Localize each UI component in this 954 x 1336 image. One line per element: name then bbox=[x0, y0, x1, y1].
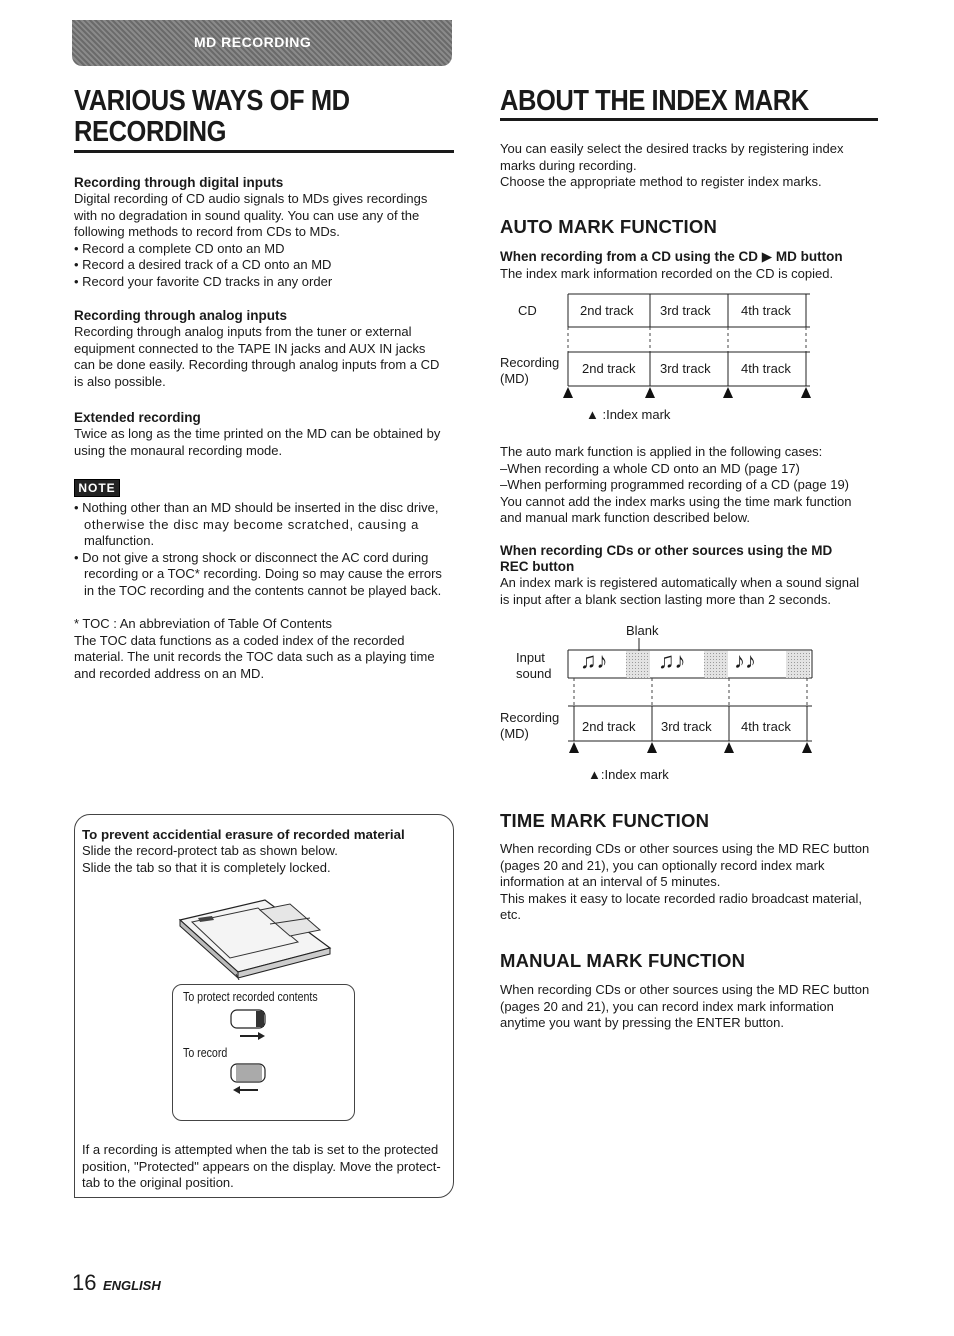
auto-case-line: and manual mark function described below. bbox=[500, 510, 751, 526]
right-title-text: ABOUT THE INDEX MARK bbox=[500, 85, 809, 117]
analog-line: equipment connected to the TAPE IN jacks and AUX IN jacks bbox=[74, 340, 426, 356]
diag1-cd-label: CD bbox=[518, 303, 537, 318]
note-bullet2-line: recording or a TOC* recording. Doing so may cause the errors bbox=[84, 566, 442, 582]
toc-line: material. The unit records the TOC data such as a playing time bbox=[74, 649, 435, 665]
manual-mark-heading: MANUAL MARK FUNCTION bbox=[500, 950, 746, 971]
auto-sub2-line: is input after a blank section lasting more than 2 seconds. bbox=[500, 591, 831, 607]
digital-bullet: • Record your favorite CD tracks in any order bbox=[74, 273, 333, 289]
manual-mark-text bbox=[500, 982, 885, 1032]
extended-section bbox=[74, 410, 459, 459]
digital-bullet: • Record a desired track of a CD onto an MD bbox=[74, 257, 332, 273]
toc-section bbox=[74, 616, 459, 682]
index-mark-triangle bbox=[724, 742, 734, 753]
note-bullet1-line: malfunction. bbox=[84, 533, 155, 549]
protect-heading: To prevent accidential erasure of recorded material bbox=[82, 827, 405, 842]
protect-text bbox=[82, 827, 452, 876]
blank-section bbox=[786, 651, 810, 678]
blank-section bbox=[704, 651, 728, 678]
diag1-rec-label bbox=[500, 355, 559, 387]
diag2-blank-label: Blank bbox=[626, 623, 659, 638]
auto-case-line: –When recording a whole CD onto an MD (page 17) bbox=[500, 460, 800, 476]
note-list bbox=[74, 500, 459, 600]
protect-footer bbox=[82, 1142, 452, 1192]
protect-footer-line: position, "Protected" appears on the display. Move the protect- bbox=[82, 1158, 441, 1174]
section-tab-label: MD RECORDING bbox=[194, 34, 312, 50]
diag2-input-label bbox=[516, 650, 551, 682]
protect-footer-line: tab to the original position. bbox=[82, 1175, 234, 1191]
diag1-md-track: 4th track bbox=[741, 361, 791, 376]
section-tab bbox=[72, 20, 452, 66]
digital-section bbox=[74, 175, 459, 291]
time-mark-line: This makes it easy to locate recorded radio broadcast material, bbox=[500, 890, 863, 906]
index-mark-triangle bbox=[563, 387, 573, 398]
toc-line: The TOC data functions as a coded index of the recorded bbox=[74, 632, 405, 648]
note-bullet1-line: otherwise the disc may become scratched, causing a bbox=[84, 516, 419, 532]
auto-case-line: You cannot add the index marks using the time mark function bbox=[500, 493, 852, 509]
auto-sub1-text: The index mark information recorded on the CD is copied. bbox=[500, 266, 834, 281]
diag2-input-label-line2: sound bbox=[516, 666, 552, 681]
diag2-md-track: 3rd track bbox=[661, 719, 712, 734]
left-title-line1: VARIOUS WAYS OF MD bbox=[74, 85, 350, 117]
time-mark-line: When recording CDs or other sources using the MD REC button bbox=[500, 841, 870, 856]
page-footer bbox=[72, 1270, 161, 1296]
right-title-rule bbox=[500, 118, 878, 121]
digital-bullet: • Record a complete CD onto an MD bbox=[74, 240, 285, 256]
auto-mark-heading: AUTO MARK FUNCTION bbox=[500, 216, 718, 237]
auto-sub2 bbox=[500, 543, 885, 608]
auto-sub2-line: An index mark is registered automatically when a sound signal bbox=[500, 575, 860, 590]
record-label: To record bbox=[183, 1046, 228, 1060]
manual-mark-line: When recording CDs or other sources using the MD REC button bbox=[500, 982, 870, 997]
music-note-icon: ♫♪ bbox=[658, 648, 686, 673]
tab-record-icon bbox=[228, 1062, 270, 1096]
analog-heading: Recording through analog inputs bbox=[74, 308, 287, 323]
time-mark-heading: TIME MARK FUNCTION bbox=[500, 810, 710, 831]
extended-line: Twice as long as the time printed on the MD can be obtained by bbox=[74, 426, 441, 441]
auto-cases bbox=[500, 444, 885, 527]
intro-line: marks during recording. bbox=[500, 157, 637, 173]
extended-line: using the monaural recording mode. bbox=[74, 442, 283, 458]
manual-mark-line: anytime you want by pressing the ENTER button. bbox=[500, 1015, 784, 1031]
analog-line: can be done easily. Recording through analog inputs from a CD bbox=[74, 357, 440, 373]
toc-line: * TOC : An abbreviation of Table Of Contents bbox=[74, 616, 332, 631]
extended-heading: Extended recording bbox=[74, 410, 201, 425]
blank-section bbox=[626, 651, 650, 678]
diag1-rec-label-line2: (MD) bbox=[500, 371, 529, 386]
note-bullet1-line: • Nothing other than an MD should be inserted in the disc drive, bbox=[74, 500, 439, 515]
diag1-md-track: 2nd track bbox=[582, 361, 636, 376]
index-mark-triangle bbox=[647, 742, 657, 753]
index-mark-triangle bbox=[802, 742, 812, 753]
diag2-rec-label bbox=[500, 710, 559, 742]
auto-sub1-heading: When recording from a CD using the CD ▶ MD button bbox=[500, 249, 843, 264]
diag1-legend: ▲ :Index mark bbox=[586, 407, 671, 422]
index-mark-triangle bbox=[569, 742, 579, 753]
diag1-cd-track: 2nd track bbox=[580, 303, 634, 318]
left-title-line2: RECORDING bbox=[74, 116, 227, 148]
protect-line: Slide the record-protect tab as shown below. bbox=[82, 843, 338, 858]
auto-case-line: –When performing programmed recording of a CD (page 19) bbox=[500, 477, 850, 493]
diag2-rec-label-line2: (MD) bbox=[500, 726, 529, 741]
diag2-input-label-line1: Input bbox=[516, 650, 545, 665]
intro-line: Choose the appropriate method to register index marks. bbox=[500, 174, 822, 190]
note-badge: NOTE bbox=[74, 479, 120, 497]
right-title bbox=[500, 86, 920, 117]
music-note-icon: ♪♪ bbox=[734, 648, 756, 673]
note-bullet2-line: in the TOC recording and the contents cannot be played back. bbox=[84, 582, 442, 598]
auto-sub2-heading-line2: REC button bbox=[500, 559, 575, 574]
analog-line: is also possible. bbox=[74, 373, 166, 389]
footer-language: ENGLISH bbox=[102, 1278, 161, 1293]
diag1-rec-label-line1: Recording bbox=[500, 355, 560, 370]
md-disc-illustration bbox=[170, 890, 340, 980]
index-mark-triangle bbox=[801, 387, 811, 398]
index-mark-triangle bbox=[645, 387, 655, 398]
left-title bbox=[74, 86, 464, 148]
intro-section bbox=[500, 141, 885, 191]
diag1-md-track: 3rd track bbox=[660, 361, 711, 376]
music-note-icon: ♫♪ bbox=[580, 648, 608, 673]
tab-protected-icon bbox=[228, 1008, 270, 1042]
note-bullet2-line: • Do not give a strong shock or disconnect the AC cord during bbox=[74, 549, 429, 565]
auto-case-line: The auto mark function is applied in the following cases: bbox=[500, 444, 823, 459]
page-number: 16 bbox=[72, 1270, 97, 1295]
diag2-legend: ▲:Index mark bbox=[588, 767, 669, 782]
time-mark-line: information at an interval of 5 minutes. bbox=[500, 874, 721, 890]
protect-line: Slide the tab so that it is completely locked. bbox=[82, 859, 331, 875]
index-mark-triangle bbox=[723, 387, 733, 398]
digital-line: following methods to record from CDs to MDs. bbox=[74, 224, 340, 240]
auto-sub2-heading-line1: When recording CDs or other sources using the MD bbox=[500, 543, 833, 558]
diag1-cd-track: 3rd track bbox=[660, 303, 711, 318]
diag1-cd-track: 4th track bbox=[741, 303, 791, 318]
protect-footer-line: If a recording is attempted when the tab is set to the protected bbox=[82, 1142, 439, 1157]
diag2-md-track: 4th track bbox=[741, 719, 791, 734]
left-title-rule bbox=[74, 150, 454, 153]
intro-line: You can easily select the desired tracks by registering index bbox=[500, 141, 844, 156]
time-mark-line: (pages 20 and 21), you can optionally record index mark bbox=[500, 857, 825, 873]
toc-line: and recorded address on an MD. bbox=[74, 665, 265, 681]
protect-label: To protect recorded contents bbox=[183, 990, 318, 1004]
analog-section bbox=[74, 308, 459, 390]
manual-mark-line: (pages 20 and 21), you can record index mark information bbox=[500, 998, 834, 1014]
analog-line: Recording through analog inputs from the tuner or external bbox=[74, 324, 412, 339]
time-mark-text bbox=[500, 841, 885, 924]
diag2-rec-label-line1: Recording bbox=[500, 710, 560, 725]
diag2-md-track: 2nd track bbox=[582, 719, 636, 734]
digital-line: Digital recording of CD audio signals to MDs gives recordings bbox=[74, 191, 428, 206]
digital-line: with no degradation in sound quality. You can use any of the bbox=[74, 207, 420, 223]
digital-heading: Recording through digital inputs bbox=[74, 175, 284, 190]
time-mark-line: etc. bbox=[500, 907, 521, 923]
